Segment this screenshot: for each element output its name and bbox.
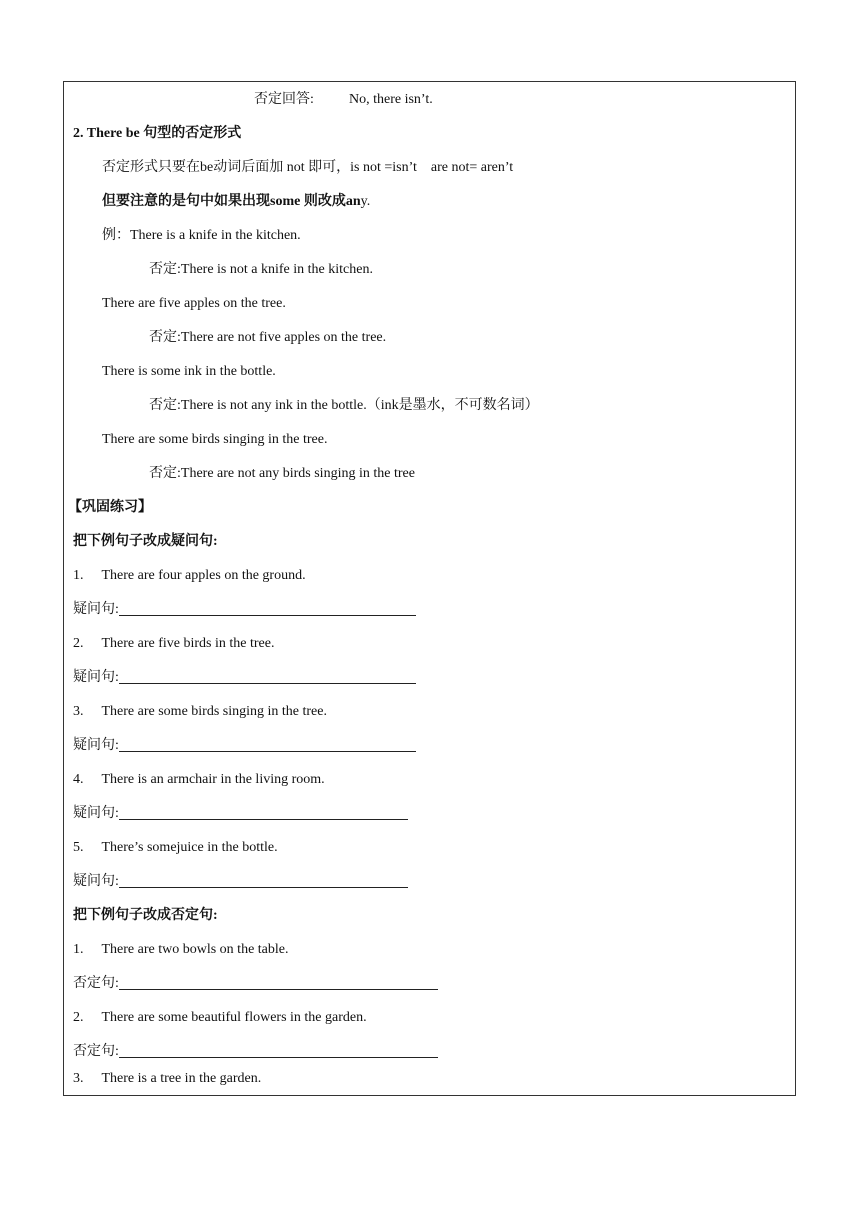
- section-number: 2.: [73, 126, 84, 141]
- answer-blank[interactable]: [119, 667, 416, 684]
- negative-section-title: 把下例句子改成否定句:: [73, 908, 218, 923]
- item-number: 2.: [73, 636, 84, 651]
- rule-isnot: is not =isn’t: [350, 160, 417, 175]
- neg-label: 否定:: [149, 466, 181, 481]
- neg-label: 否定:: [149, 262, 181, 277]
- item-number: 4.: [73, 772, 84, 787]
- question-4-answer: [73, 797, 795, 831]
- neg-label: 否定:: [149, 398, 181, 413]
- item-number: 1.: [73, 942, 84, 957]
- example-label: 例：: [102, 228, 130, 243]
- answer-blank[interactable]: [119, 735, 416, 752]
- answer-label: 否定句:: [73, 1044, 119, 1059]
- item-text: There are two bowls on the table.: [101, 942, 289, 957]
- answer-label: 疑问句:: [73, 874, 119, 889]
- example-4-negative: [149, 457, 795, 491]
- example-1-negative: [149, 253, 795, 287]
- neg-text: There are not five apples on the tree.: [180, 330, 387, 345]
- example-1: [102, 219, 795, 253]
- item-text: There is a tree in the garden.: [101, 1071, 262, 1086]
- note-an: an: [345, 194, 361, 209]
- negative-answer-line: [64, 83, 795, 117]
- answer-label: 疑问句:: [73, 602, 119, 617]
- neg-text: There are not any birds singing in the tree: [180, 466, 415, 481]
- practice-title: 【巩固练习】: [68, 500, 152, 515]
- question-1-answer: [73, 593, 795, 627]
- section-2-heading: [73, 117, 795, 151]
- negative-rule-line: [102, 151, 795, 185]
- answer-blank[interactable]: [119, 871, 408, 888]
- negative-1: [73, 933, 795, 967]
- rule-text-c: 即可，: [308, 160, 351, 175]
- item-number: 2.: [73, 1010, 84, 1025]
- neg-text: There is not any ink in the bottle.: [180, 398, 367, 413]
- item-number: 5.: [73, 840, 84, 855]
- negative-1-answer: [73, 967, 795, 1001]
- neg-label: 否定:: [149, 330, 181, 345]
- item-number: 1.: [73, 568, 84, 583]
- item-text: There are some birds singing in the tree.: [101, 704, 327, 719]
- negative-2: [73, 1001, 795, 1035]
- rule-text-a: 否定形式只要在: [102, 160, 200, 175]
- example-3-negative: [149, 389, 795, 423]
- item-number: 3.: [73, 704, 84, 719]
- answer-label: 否定句:: [73, 976, 119, 991]
- neg-answer-label: 否定回答:: [254, 92, 314, 107]
- rule-text-b: 动词后面加: [213, 160, 284, 175]
- neg-text: There is not a knife in the kitchen.: [180, 262, 373, 277]
- rule-not: not: [286, 160, 305, 175]
- example-3: There is some ink in the bottle.: [102, 364, 276, 379]
- neg-answer-text: No, there isn’t.: [349, 92, 433, 107]
- answer-label: 疑问句:: [73, 806, 119, 821]
- example-2: There are five apples on the tree.: [102, 296, 286, 311]
- note-text-b: 则改成: [303, 194, 346, 209]
- question-2-answer: [73, 661, 795, 695]
- note-line: [102, 185, 795, 219]
- item-text: There are five birds in the tree.: [101, 636, 275, 651]
- answer-blank[interactable]: [119, 1041, 438, 1058]
- example-1-text: There is a knife in the kitchen.: [130, 228, 301, 243]
- neg-note: （ink是墨水，不可数名词）: [366, 398, 539, 413]
- section-bold-en: There be: [86, 126, 140, 141]
- question-5: [73, 831, 795, 865]
- rule-be: be: [200, 160, 214, 175]
- answer-blank[interactable]: [119, 973, 438, 990]
- note-y: y.: [360, 194, 371, 209]
- answer-blank[interactable]: [119, 803, 408, 820]
- section-title: 句型的否定形式: [143, 126, 242, 141]
- item-text: There is an armchair in the living room.: [101, 772, 325, 787]
- answer-label: 疑问句:: [73, 738, 119, 753]
- note-text-a: 但要注意的是句中如果出现: [102, 194, 270, 209]
- item-number: 3.: [73, 1071, 84, 1086]
- answer-blank[interactable]: [119, 599, 416, 616]
- question-4: [73, 763, 795, 797]
- question-3: [73, 695, 795, 729]
- question-3-answer: [73, 729, 795, 763]
- question-section-title: 把下例句子改成疑问句:: [73, 534, 218, 549]
- content-frame: [63, 81, 796, 1096]
- item-text: There are four apples on the ground.: [101, 568, 306, 583]
- example-2-negative: [149, 321, 795, 355]
- question-5-answer: [73, 865, 795, 899]
- item-text: There are some beautiful flowers in the garden.: [101, 1010, 367, 1025]
- note-some: some: [270, 194, 301, 209]
- rule-arenot: are not= aren’t: [430, 160, 514, 175]
- answer-label: 疑问句:: [73, 670, 119, 685]
- question-1: [73, 559, 795, 593]
- example-4: There are some birds singing in the tree.: [102, 432, 328, 447]
- item-text: There’s somejuice in the bottle.: [101, 840, 278, 855]
- negative-3: [73, 1062, 795, 1096]
- question-2: [73, 627, 795, 661]
